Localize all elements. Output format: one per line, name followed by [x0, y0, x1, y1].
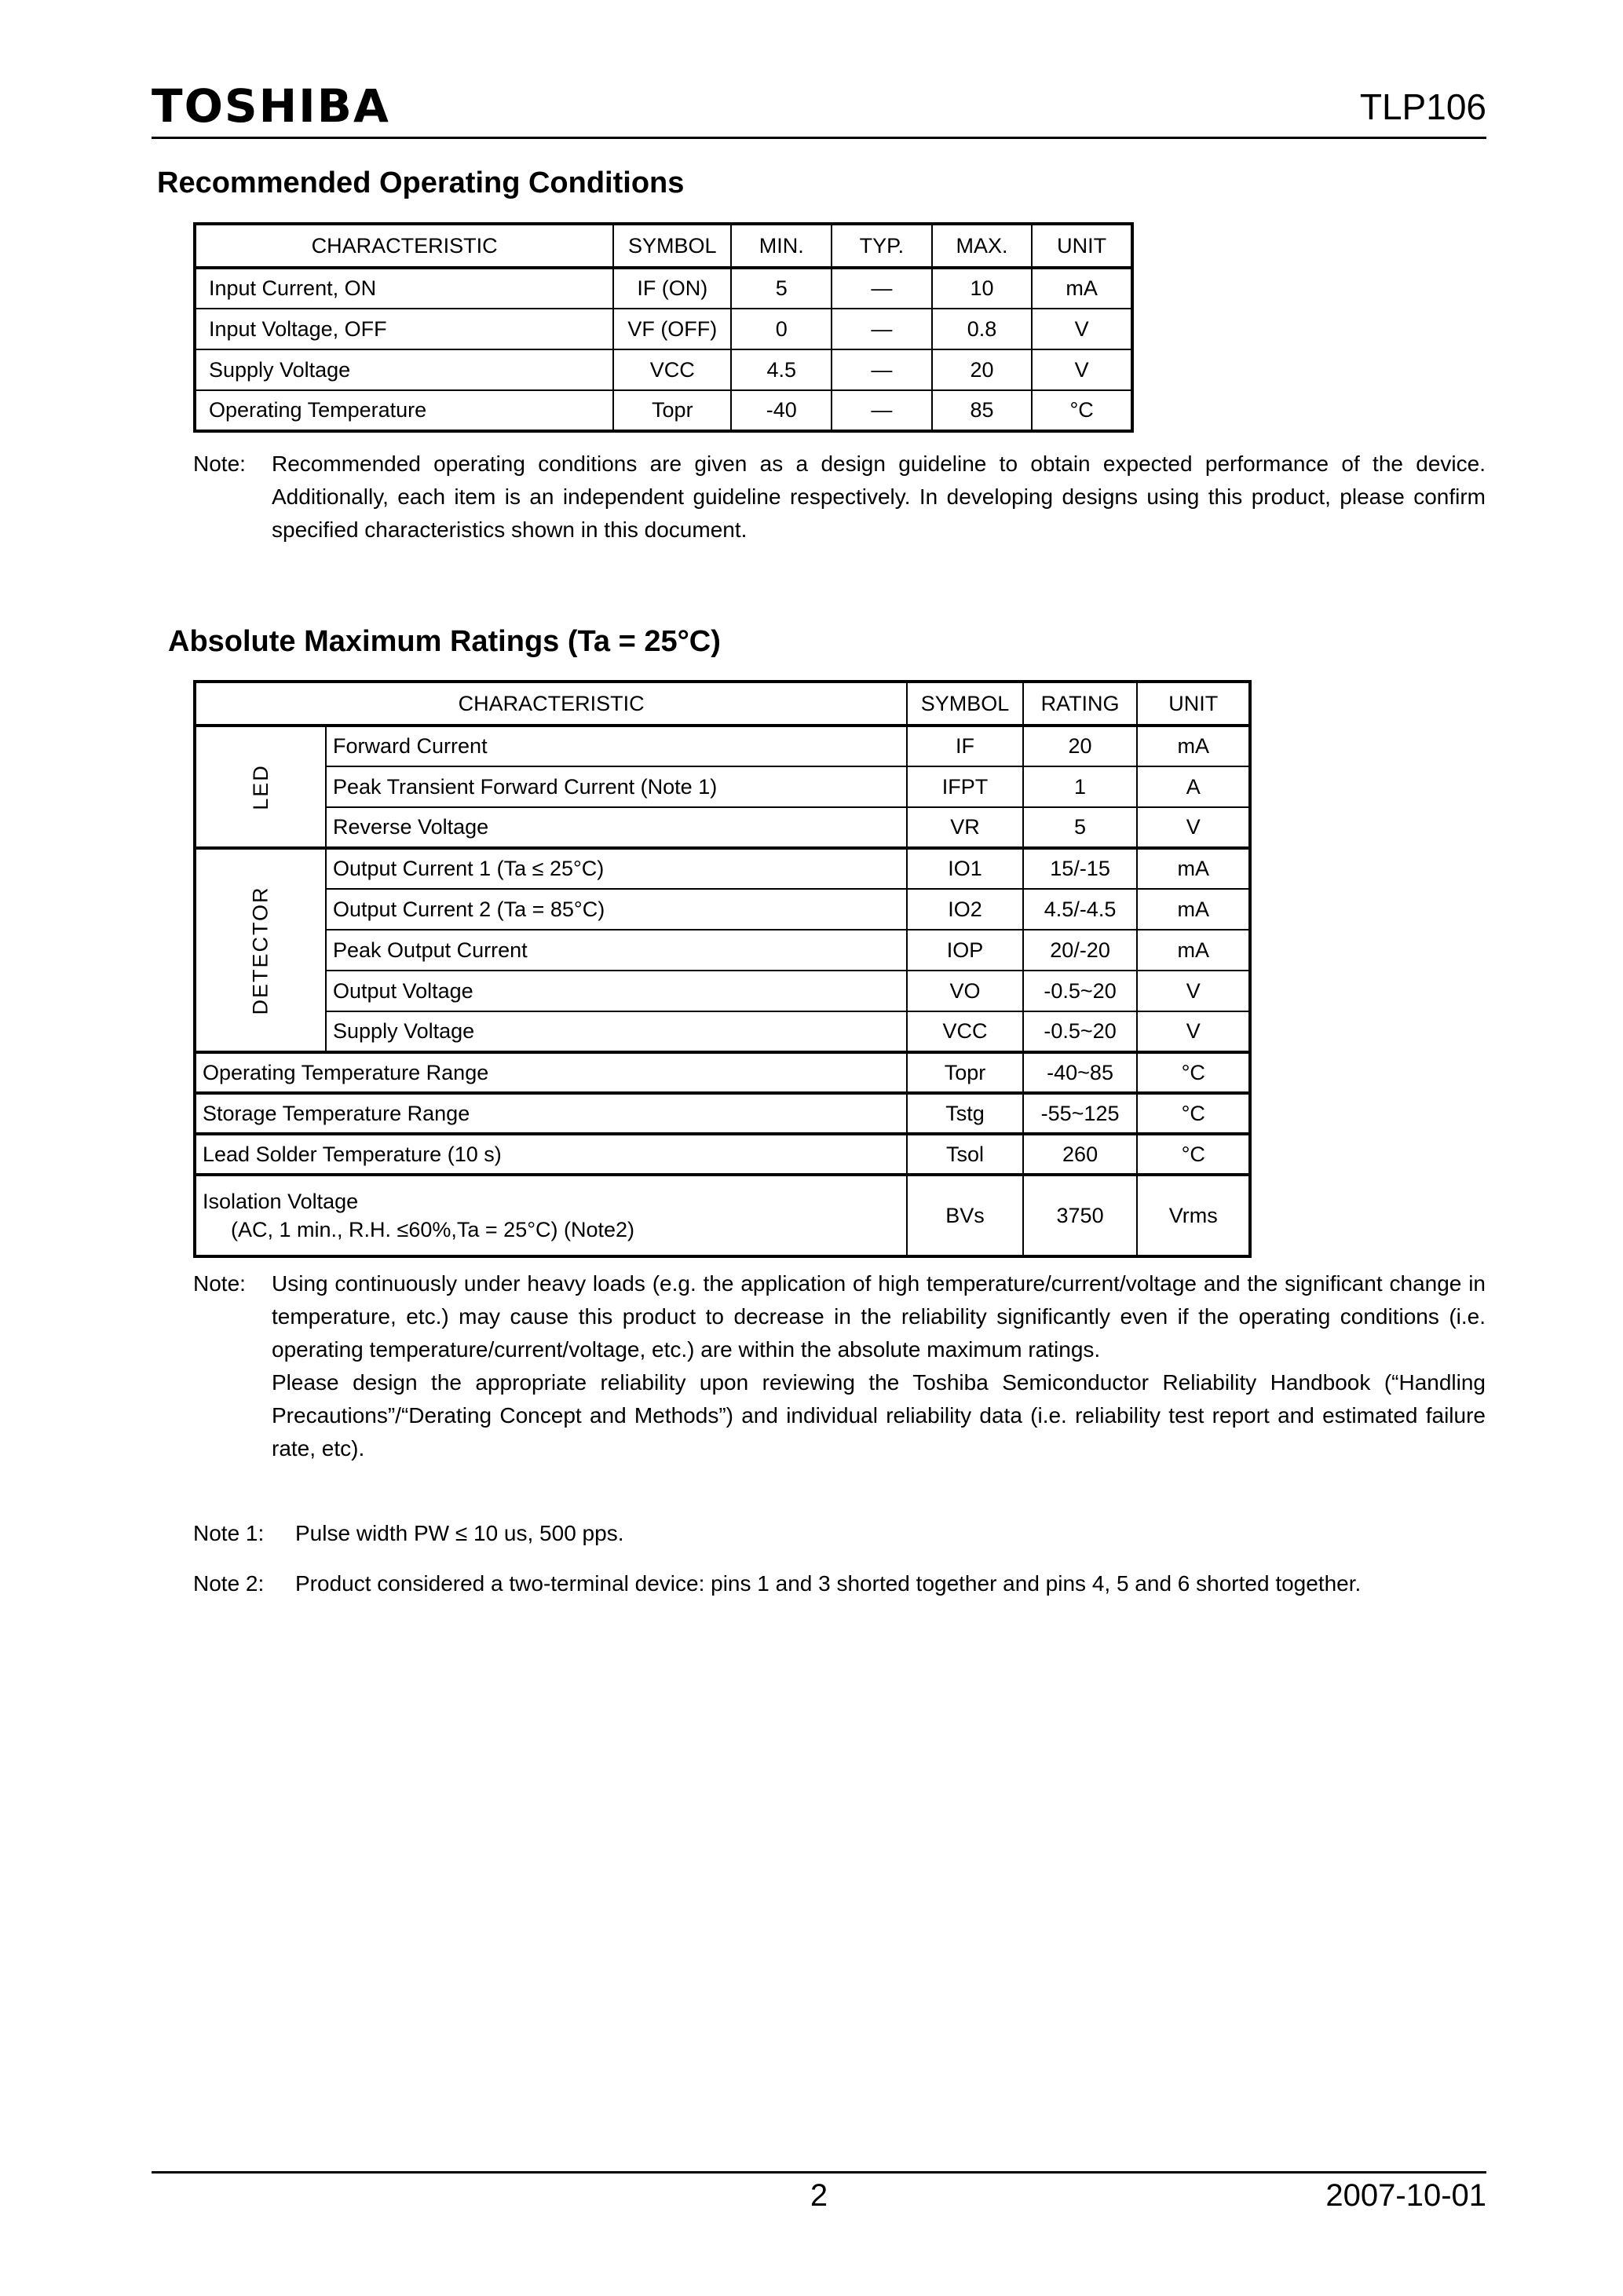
symbol-cell: VO	[907, 971, 1022, 1011]
isolation-line-1: Isolation Voltage	[203, 1190, 359, 1213]
max-cell: 0.8	[932, 309, 1033, 349]
typ-cell: —	[832, 309, 932, 349]
absolute-note	[193, 1267, 1486, 1465]
column-header: UNIT	[1137, 682, 1250, 726]
unit-cell: °C	[1137, 1052, 1250, 1093]
table-row	[195, 1052, 1250, 1093]
note-2-label: Note 2:	[193, 1571, 265, 1596]
page-number: 2	[810, 2178, 828, 2213]
max-cell: 10	[932, 268, 1033, 309]
characteristic-cell: Operating Temperature	[195, 390, 613, 431]
characteristic-cell: Output Current 1 (Ta ≤ 25°C)	[326, 848, 907, 889]
symbol-cell: VF (OFF)	[613, 309, 731, 349]
table-row	[195, 766, 1250, 807]
symbol-cell: IFPT	[907, 766, 1022, 807]
symbol-cell: IF	[907, 726, 1022, 766]
characteristic-cell: Storage Temperature Range	[195, 1093, 907, 1134]
table-header-row	[195, 682, 1250, 726]
note-2	[193, 1567, 1486, 1600]
unit-cell: V	[1137, 807, 1250, 848]
table-row	[195, 1175, 1250, 1256]
characteristic-cell: Output Voltage	[326, 971, 907, 1011]
characteristic-cell: Operating Temperature Range	[195, 1052, 907, 1093]
note-2-text: Product considered a two-terminal device: pins 1 and 3 shorted together and pins 4, 5 and 6 shorted together.	[295, 1571, 1362, 1596]
characteristic-cell: Input Voltage, OFF	[195, 309, 613, 349]
rating-cell: 1	[1023, 766, 1138, 807]
symbol-cell: Tstg	[907, 1093, 1022, 1134]
led-group-label: LED	[195, 726, 326, 848]
rating-cell: 4.5/-4.5	[1023, 889, 1138, 930]
symbol-cell: IOP	[907, 930, 1022, 971]
table-row	[195, 309, 1132, 349]
isolation-characteristic-cell	[195, 1175, 907, 1256]
typ-cell: —	[832, 268, 932, 309]
detector-group-label: DETECTOR	[195, 848, 326, 1052]
rating-cell: 20/-20	[1023, 930, 1138, 971]
rating-cell: 15/-15	[1023, 848, 1138, 889]
recommended-section-title: Recommended Operating Conditions	[157, 166, 685, 199]
min-cell: -40	[731, 390, 832, 431]
characteristic-cell: Forward Current	[326, 726, 907, 766]
table-row	[195, 930, 1250, 971]
recommended-note	[193, 448, 1486, 547]
table-row	[195, 1134, 1250, 1175]
symbol-cell: IO1	[907, 848, 1022, 889]
note-text: Recommended operating conditions are given as a design guideline to obtain expected performance of the device. Additionally, each item is an independent guideline respectively. In developing designs using this product, please confirm specified characteristics shown in this document.	[272, 452, 1486, 542]
note-label: Note:	[193, 452, 246, 476]
toshiba-logo: TOSHIBA	[152, 79, 390, 133]
rating-cell: -0.5~20	[1023, 1011, 1138, 1052]
unit-cell: °C	[1137, 1093, 1250, 1134]
rating-cell: 5	[1023, 807, 1138, 848]
unit-cell: mA	[1137, 889, 1250, 930]
characteristic-cell: Lead Solder Temperature (10 s)	[195, 1134, 907, 1175]
page-header	[152, 79, 1486, 139]
unit-cell: mA	[1032, 268, 1132, 309]
part-number: TLP106	[1359, 86, 1486, 127]
unit-cell: mA	[1137, 726, 1250, 766]
typ-cell: —	[832, 390, 932, 431]
typ-cell: —	[832, 349, 932, 390]
column-header: RATING	[1023, 682, 1138, 726]
symbol-cell: BVs	[907, 1175, 1022, 1256]
document-date: 2007-10-01	[1325, 2178, 1486, 2213]
unit-cell: mA	[1137, 848, 1250, 889]
symbol-cell: VCC	[907, 1011, 1022, 1052]
table-row	[195, 807, 1250, 848]
table-row	[195, 268, 1132, 309]
column-header: SYMBOL	[907, 682, 1022, 726]
table-row	[195, 390, 1132, 431]
min-cell: 0	[731, 309, 832, 349]
rating-cell: 20	[1023, 726, 1138, 766]
recommended-conditions-table	[193, 222, 1134, 433]
unit-cell: A	[1137, 766, 1250, 807]
column-header: SYMBOL	[613, 224, 731, 268]
column-header: UNIT	[1032, 224, 1132, 268]
unit-cell: °C	[1137, 1134, 1250, 1175]
column-header: MIN.	[731, 224, 832, 268]
min-cell: 5	[731, 268, 832, 309]
unit-cell: mA	[1137, 930, 1250, 971]
table-row	[195, 349, 1132, 390]
column-header: MAX.	[932, 224, 1033, 268]
column-header: CHARACTERISTIC	[195, 682, 907, 726]
unit-cell: Vrms	[1137, 1175, 1250, 1256]
note-1	[193, 1517, 1486, 1550]
characteristic-cell: Output Current 2 (Ta = 85°C)	[326, 889, 907, 930]
table-row	[195, 1011, 1250, 1052]
absolute-ratings-title: Absolute Maximum Ratings (Ta = 25°C)	[168, 625, 721, 658]
max-cell: 85	[932, 390, 1033, 431]
table-row	[195, 726, 1250, 766]
note-label: Note:	[193, 1271, 246, 1296]
characteristic-cell: Peak Output Current	[326, 930, 907, 971]
note-1-text: Pulse width PW ≤ 10 us, 500 pps.	[295, 1521, 624, 1545]
isolation-line-2: (AC, 1 min., R.H. ≤60%,Ta = 25°C) (Note2)	[231, 1218, 635, 1241]
unit-cell: V	[1137, 971, 1250, 1011]
column-header: TYP.	[832, 224, 932, 268]
symbol-cell: Topr	[907, 1052, 1022, 1093]
table-row	[195, 889, 1250, 930]
unit-cell: V	[1032, 309, 1132, 349]
rating-cell: 260	[1023, 1134, 1138, 1175]
absolute-ratings-table	[193, 680, 1252, 1258]
rating-cell: 3750	[1023, 1175, 1138, 1256]
rating-cell: -55~125	[1023, 1093, 1138, 1134]
symbol-cell: IO2	[907, 889, 1022, 930]
unit-cell: V	[1032, 349, 1132, 390]
table-row	[195, 971, 1250, 1011]
note-1-label: Note 1:	[193, 1521, 265, 1545]
note-paragraph-1: Using continuously under heavy loads (e.g. the application of high temperature/current/voltage and the significant change in temperature, etc.) may cause this product to decrease in the reliability significantly even if the operating conditions (i.e. operating temperature/current/voltage, etc.) are within the absolute maximum ratings.	[272, 1271, 1486, 1362]
rating-cell: -0.5~20	[1023, 971, 1138, 1011]
unit-cell: °C	[1032, 390, 1132, 431]
characteristic-cell: Supply Voltage	[195, 349, 613, 390]
page-footer	[152, 2171, 1486, 2228]
min-cell: 4.5	[731, 349, 832, 390]
characteristic-cell: Supply Voltage	[326, 1011, 907, 1052]
note-paragraph-2: Please design the appropriate reliability upon reviewing the Toshiba Semiconductor Reliability Handbook (“Handling Precautions”/“Derating Concept and Methods”) and individual reliability data (i.e. reliability test report and estimated failure rate, etc).	[272, 1370, 1486, 1461]
table-header-row	[195, 224, 1132, 268]
symbol-cell: VR	[907, 807, 1022, 848]
max-cell: 20	[932, 349, 1033, 390]
symbol-cell: Topr	[613, 390, 731, 431]
rating-cell: -40~85	[1023, 1052, 1138, 1093]
table-row	[195, 1093, 1250, 1134]
symbol-cell: Tsol	[907, 1134, 1022, 1175]
characteristic-cell: Peak Transient Forward Current (Note 1)	[326, 766, 907, 807]
table-row	[195, 848, 1250, 889]
characteristic-cell: Reverse Voltage	[326, 807, 907, 848]
characteristic-cell: Input Current, ON	[195, 268, 613, 309]
unit-cell: V	[1137, 1011, 1250, 1052]
symbol-cell: IF (ON)	[613, 268, 731, 309]
symbol-cell: VCC	[613, 349, 731, 390]
column-header: CHARACTERISTIC	[195, 224, 613, 268]
